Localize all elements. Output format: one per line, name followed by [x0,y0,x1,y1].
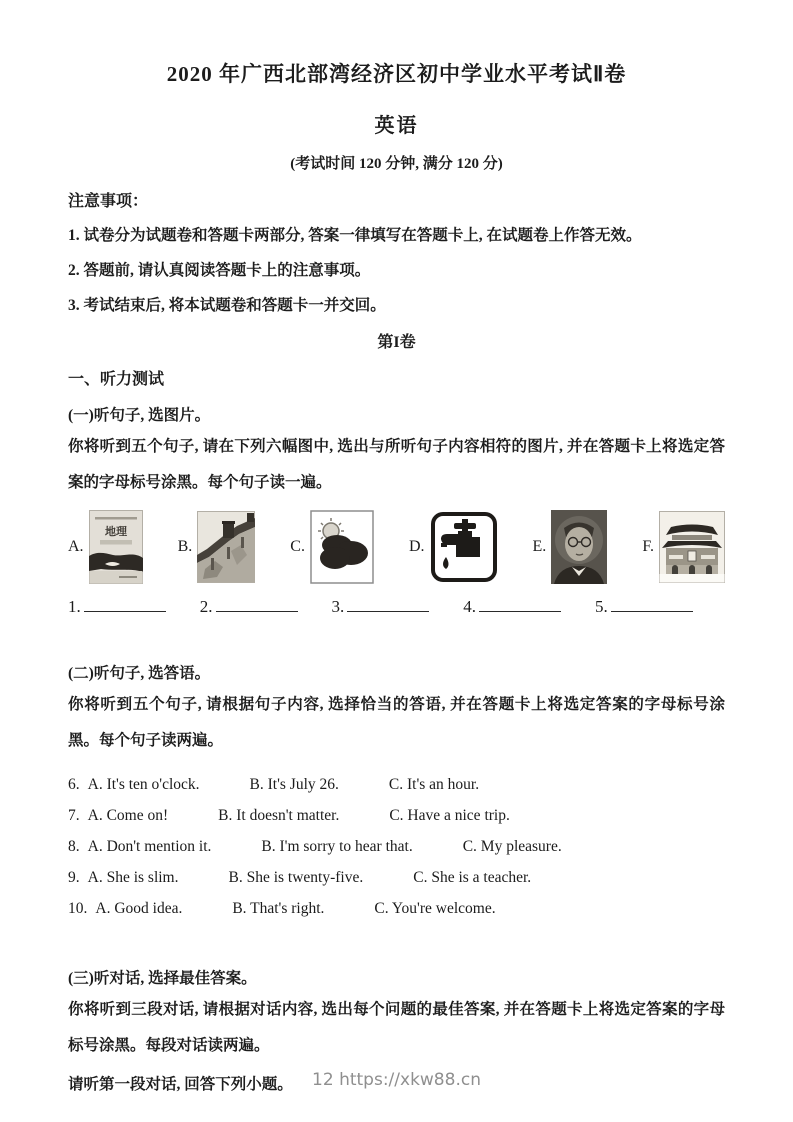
question-number: 8. [68,838,80,855]
part1-heading: (一)听句子, 选图片。 [68,407,211,424]
question-option-a: A. Come on! [87,807,169,824]
response-questions [68,769,725,924]
subject-title: 英语 [374,115,419,137]
picture-option-great-wall [178,511,256,583]
notice-item: 2. 答题前, 请认真阅读答题卡上的注意事项。 [68,262,371,279]
part1-instructions: 你将听到五个句子, 请在下列六幅图中, 选出与所听句子内容相符的图片, 并在答题卡上将选定答案的字母标号涂黑。每个句子读一遍。 [68,438,725,491]
picture-option-label: C. [290,538,305,555]
tiananmen-gate-image [659,511,725,583]
question-option-a: A. She is slim. [87,869,179,886]
picture-option-cloudy-weather [290,510,374,584]
part3-heading: (三)听对话, 选择最佳答案。 [68,970,257,987]
picture-option-label: D. [408,538,425,555]
part2-instructions: 你将听到五个句子, 请根据句子内容, 选择恰当的答语, 并在答题卡上将选定答案的字母标号涂黑。每个句子读两遍。 [68,696,725,749]
blank-number: 3. [331,597,345,616]
elderly-man-portrait-image [551,510,607,584]
blank-number: 1. [68,597,81,616]
picture-option-label: B. [177,538,193,555]
part1-pictures [68,403,725,617]
notice-item: 3. 考试结束后, 将本试题卷和答题卡一并交回。 [68,297,386,314]
question-option-c: C. She is a teacher. [413,869,532,886]
section-listening-heading: 一、听力测试 [68,371,165,388]
blank-line [479,599,561,612]
answer-blank [463,597,561,617]
picture-option-geography-textbook [68,510,143,584]
question-row [68,862,725,893]
answer-blank [595,597,693,617]
volume-heading: 第I卷 [377,334,416,351]
geography-textbook-image [89,510,143,584]
question-option-c: C. My pleasure. [462,838,562,855]
water-tap-sign-image [430,511,498,583]
part2-responses [68,661,725,924]
picture-option-water-tap-sign [409,511,498,583]
answer-blank [332,597,430,617]
question-option-b: B. I'm sorry to hear that. [261,838,413,855]
question-row [68,800,725,831]
picture-option-tiananmen-gate [642,511,725,583]
question-option-b: B. It doesn't matter. [218,807,340,824]
blank-line [216,599,298,612]
exam-info: (考试时间 120 分钟, 满分 120 分) [290,156,503,172]
blank-line [611,599,693,612]
blank-number: 5. [595,597,608,616]
question-number: 9. [68,869,80,886]
notice-item: 1. 试卷分为试题卷和答题卡两部分, 答案一律填写在答题卡上, 在试题卷上作答无效。 [68,227,642,244]
svg-text:地理: 地理 [104,526,127,538]
question-option-a: A. Good idea. [95,900,183,917]
question-option-a: A. It's ten o'clock. [87,776,200,793]
question-number: 7. [68,807,80,824]
question-option-b: B. That's right. [232,900,325,917]
answer-blank [200,597,298,617]
part3-instructions: 你将听到三段对话, 请根据对话内容, 选出每个问题的最佳答案, 并在答题卡上将选定答案的字母标号涂黑。每段对话读两遍。 [68,1001,725,1054]
question-option-a: A. Don't mention it. [87,838,212,855]
page-title: 2020 年广西北部湾经济区初中学业水平考试Ⅱ卷 [166,62,627,86]
answer-blank [68,597,166,617]
blank-line [84,599,166,612]
picture-option-elderly-man-portrait [533,510,608,584]
answer-blanks-row [68,597,725,617]
question-number: 10. [68,900,88,917]
question-row [68,831,725,862]
great-wall-image [197,511,255,583]
picture-option-label: A. [68,538,84,555]
question-option-c: C. Have a nice trip. [389,807,510,824]
picture-options-row [68,510,725,584]
question-option-b: B. It's July 26. [249,776,339,793]
blank-number: 2. [199,597,213,616]
picture-option-label: E. [532,538,547,555]
part3-sub-instruction: 请听第一段对话, 回答下列小题。 [68,1076,293,1093]
notice-list [68,225,725,316]
page-footer: 12 https://xkw88.cn [312,1070,481,1090]
question-row [68,769,725,800]
picture-option-label: F. [642,538,654,555]
notice-heading: 注意事项： [68,193,149,210]
cloudy-weather-image [310,510,374,584]
question-option-b: B. She is twenty-five. [228,869,364,886]
question-row [68,893,725,924]
blank-number: 4. [463,597,476,616]
blank-line [347,599,429,612]
question-option-c: C. It's an hour. [388,776,480,793]
part2-heading: (二)听句子, 选答语。 [68,665,211,682]
question-number: 6. [68,776,80,793]
question-option-c: C. You're welcome. [374,900,496,917]
